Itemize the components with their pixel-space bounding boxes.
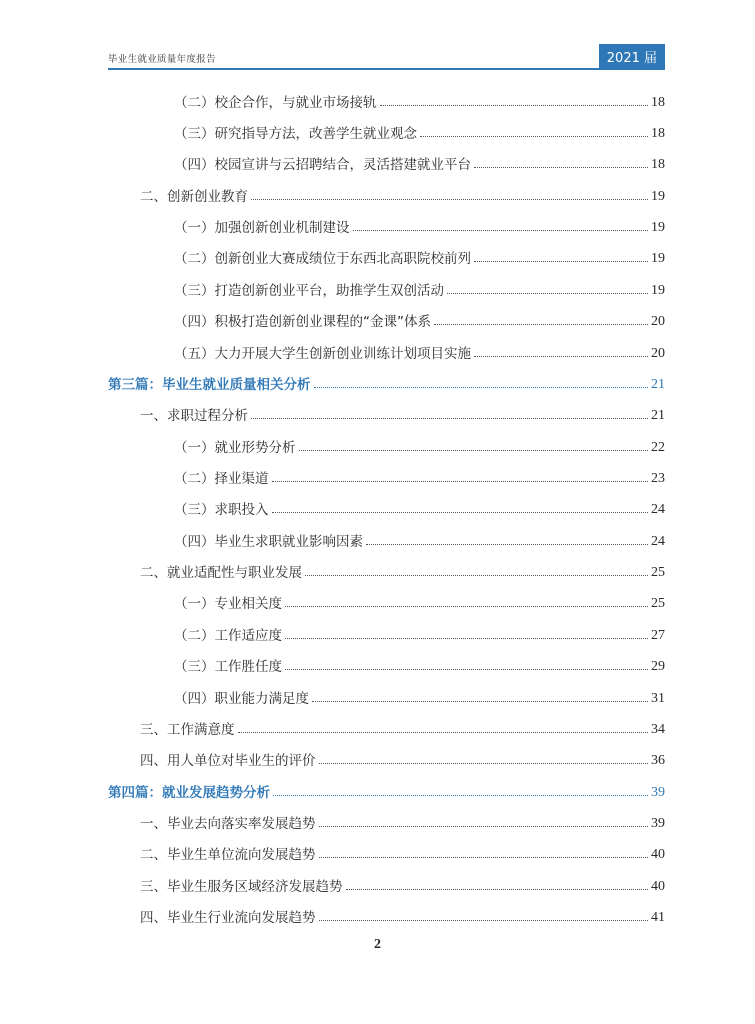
dot-leader (305, 575, 648, 576)
toc-entry-page: 19 (651, 220, 665, 235)
toc-entry-page: 34 (651, 722, 665, 737)
toc-entry-label: （三）研究指导方法，改善学生就业观念 (174, 126, 417, 142)
dot-leader (447, 293, 648, 294)
toc-part-heading[interactable] (108, 373, 665, 393)
toc-entry-page: 41 (651, 910, 665, 925)
page-header (108, 44, 665, 68)
dot-leader (346, 889, 649, 890)
year-badge: 2021 届 (599, 44, 665, 68)
toc-entry-label: 第四篇：就业发展趋势分析 (108, 785, 270, 801)
toc-entry[interactable] (140, 843, 665, 863)
toc-entry-page: 19 (651, 189, 665, 204)
dot-leader (285, 669, 648, 670)
toc-entry-page: 25 (651, 565, 665, 580)
toc-entry[interactable] (174, 247, 665, 267)
toc-entry-page: 21 (651, 377, 665, 392)
toc-entry-label: 二、毕业生单位流向发展趋势 (140, 847, 316, 863)
toc-entry-label: （三）求职投入 (174, 502, 269, 518)
toc-entry-label: （二）创新创业大赛成绩位于东西北高职院校前列 (174, 251, 471, 267)
toc-entry-label: （五）大力开展大学生创新创业训练计划项目实施 (174, 346, 471, 362)
toc-entry-label: （四）校园宣讲与云招聘结合，灵活搭建就业平台 (174, 157, 471, 173)
toc-entry[interactable] (174, 279, 665, 299)
toc-entry[interactable] (174, 153, 665, 173)
toc-entry-page: 19 (651, 251, 665, 266)
dot-leader (353, 230, 649, 231)
toc-entry-label: （一）专业相关度 (174, 596, 282, 612)
dot-leader (251, 199, 648, 200)
toc-entry-label: 第三篇：毕业生就业质量相关分析 (108, 377, 311, 393)
toc-entry-label: 四、毕业生行业流向发展趋势 (140, 910, 316, 926)
toc-entry[interactable] (140, 561, 665, 581)
toc-entry-page: 22 (651, 440, 665, 455)
toc-entry-page: 20 (651, 346, 665, 361)
dot-leader (285, 638, 648, 639)
dot-leader (319, 920, 649, 921)
dot-leader (238, 732, 649, 733)
dot-leader (273, 795, 648, 796)
toc-entry-label: （三）打造创新创业平台，助推学生双创活动 (174, 283, 444, 299)
toc-entry[interactable] (174, 436, 665, 456)
dot-leader (474, 167, 648, 168)
toc-part-heading[interactable] (108, 781, 665, 801)
toc-entry-page: 23 (651, 471, 665, 486)
dot-leader (319, 826, 649, 827)
toc-entry[interactable] (174, 122, 665, 142)
toc-entry[interactable] (174, 655, 665, 675)
toc-entry-label: （一）加强创新创业机制建设 (174, 220, 350, 236)
dot-leader (251, 418, 648, 419)
dot-leader (434, 324, 648, 325)
toc-entry-label: （四）毕业生求职就业影响因素 (174, 534, 363, 550)
toc-entry[interactable] (174, 592, 665, 612)
toc-entry-label: 一、求职过程分析 (140, 408, 248, 424)
toc-entry-label: （二）择业渠道 (174, 471, 269, 487)
toc-entry-label: 四、用人单位对毕业生的评价 (140, 753, 316, 769)
toc-entry-page: 25 (651, 596, 665, 611)
toc-entry-label: （一）就业形势分析 (174, 440, 296, 456)
page-number: 2 (374, 937, 381, 952)
toc-entry[interactable] (174, 530, 665, 550)
toc-entry-page: 18 (651, 157, 665, 172)
toc-entry[interactable] (174, 498, 665, 518)
toc-entry[interactable] (174, 342, 665, 362)
dot-leader (319, 763, 649, 764)
toc-entry[interactable] (140, 875, 665, 895)
toc-entry-page: 36 (651, 753, 665, 768)
toc-entry[interactable] (174, 467, 665, 487)
toc-entry[interactable] (140, 404, 665, 424)
toc-entry[interactable] (140, 718, 665, 738)
dot-leader (314, 387, 649, 388)
toc-entry-page: 18 (651, 95, 665, 110)
toc-entry-page: 39 (651, 785, 665, 800)
toc-entry-label: （三）工作胜任度 (174, 659, 282, 675)
toc-entry[interactable] (140, 812, 665, 832)
toc-entry-label: （四）积极打造创新创业课程的“金课”体系 (174, 314, 431, 330)
toc-entry-label: （二）工作适应度 (174, 628, 282, 644)
dot-leader (380, 105, 649, 106)
toc-entry[interactable] (174, 687, 665, 707)
dot-leader (474, 261, 648, 262)
toc-entry[interactable] (140, 185, 665, 205)
toc-entry-page: 29 (651, 659, 665, 674)
header-divider (108, 68, 665, 70)
toc-entry-page: 40 (651, 879, 665, 894)
dot-leader (319, 857, 649, 858)
toc-entry[interactable] (140, 749, 665, 769)
toc-entry-page: 40 (651, 847, 665, 862)
dot-leader (474, 356, 648, 357)
toc-entry[interactable] (140, 906, 665, 926)
toc-entry-label: 一、毕业去向落实率发展趋势 (140, 816, 316, 832)
toc-entry-page: 39 (651, 816, 665, 831)
toc-entry[interactable] (174, 624, 665, 644)
dot-leader (366, 544, 648, 545)
toc-entry-page: 21 (651, 408, 665, 423)
toc-entry-label: （四）职业能力满足度 (174, 691, 309, 707)
toc-entry-label: 二、就业适配性与职业发展 (140, 565, 302, 581)
report-title: 毕业生就业质量年度报告 (108, 54, 216, 65)
dot-leader (420, 136, 648, 137)
toc-entry-label: 三、工作满意度 (140, 722, 235, 738)
toc-entry-page: 24 (651, 502, 665, 517)
dot-leader (299, 450, 649, 451)
toc-entry[interactable] (174, 91, 665, 111)
dot-leader (272, 481, 649, 482)
dot-leader (312, 701, 648, 702)
toc-entry-page: 19 (651, 283, 665, 298)
toc-entry[interactable] (174, 216, 665, 236)
toc-entry-page: 18 (651, 126, 665, 141)
toc-entry-label: （二）校企合作，与就业市场接轨 (174, 95, 377, 111)
toc-entry-page: 31 (651, 691, 665, 706)
toc-entry[interactable] (174, 310, 665, 330)
dot-leader (272, 512, 649, 513)
dot-leader (285, 606, 648, 607)
toc-entry-page: 24 (651, 534, 665, 549)
toc-entry-label: 三、毕业生服务区域经济发展趋势 (140, 879, 343, 895)
toc-entry-page: 20 (651, 314, 665, 329)
toc-entry-page: 27 (651, 628, 665, 643)
toc-entry-label: 二、创新创业教育 (140, 189, 248, 205)
